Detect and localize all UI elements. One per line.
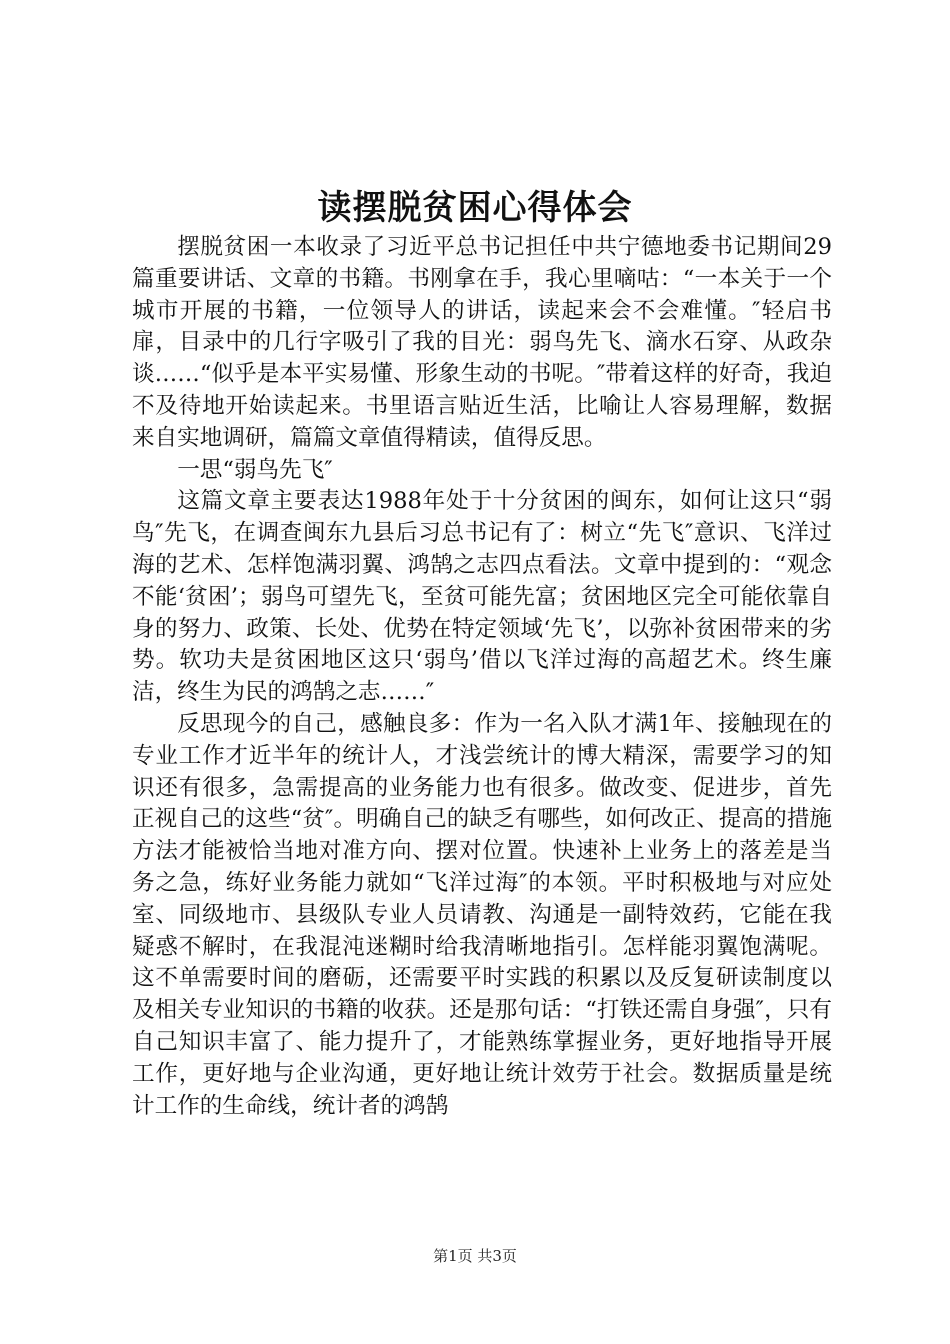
document-title: 读摆脱贫困心得体会 — [317, 188, 633, 228]
document-body — [132, 232, 832, 1122]
paragraph-article-summary: 这篇文章主要表达1988年处于十分贫困的闽东，如何让这只“弱鸟″先飞，在调查闽东九县后习总书记有了：树立“先飞″意识、飞洋过海的艺术、怎样饱满羽翼、鸿鹄之志四点看法。文章中提到的：“观念不能‘贫困’；弱鸟可望先飞，至贫可能先富；贫困地区完全可能依靠自身的努力、政策、长处、优势在特定领域‘先飞’，以弥补贫困带来的劣势。软功夫是贫困地区这只‘弱鸟’借以飞洋过海的高超艺术。终生廉洁，终生为民的鸿鹄之志……″ — [132, 488, 832, 706]
page-footer: 第1页 共3页 — [433, 1247, 517, 1265]
paragraph-reflection: 反思现今的自己，感触良多：作为一名入队才满1年、接触现在的专业工作才近半年的统计人，才浅尝统计的博大精深，需要学习的知识还有很多，急需提高的业务能力也有很多。做改变、促进步，首先正视自己的这些“贫″。明确自己的缺乏有哪些，如何改正、提高的措施方法才能被恰当地对准方向、摆对位置。快速补上业务上的落差是当务之急，练好业务能力就如“飞洋过海″的本领。平时积极地与对应处室、同级地市、县级队专业人员请教、沟通是一副特效药，它能在我疑惑不解时，在我混沌迷糊时给我清晰地指引。怎样能羽翼饱满呢。这不单需要时间的磨砺，还需要平时实践的积累以及反复研读制度以及相关专业知识的书籍的收获。还是那句话：“打铁还需自身强″，只有自己知识丰富了、能力提升了，才能熟练掌握业务，更好地指导开展工作，更好地与企业沟通，更好地让统计效劳于社会。数据质量是统计工作的生命线，统计者的鸿鹄 — [132, 710, 832, 1119]
paragraph-intro: 摆脱贫困一本收录了习近平总书记担任中共宁德地委书记期间29篇重要讲话、文章的书籍。书刚拿在手，我心里嘀咕：“一本关于一个城市开展的书籍，一位领导人的讲话，读起来会不会难懂。″轻启书扉，目录中的几行字吸引了我的目光：弱鸟先飞、滴水石穿、从政杂谈……“似乎是本平实易懂、形象生动的书呢。″带着这样的好奇，我迫不及待地开始读起来。书里语言贴近生活，比喻让人容易理解，数据来自实地调研，篇篇文章值得精读，值得反思。 — [132, 234, 832, 451]
section-heading: 一思“弱鸟先飞″ — [177, 456, 333, 483]
